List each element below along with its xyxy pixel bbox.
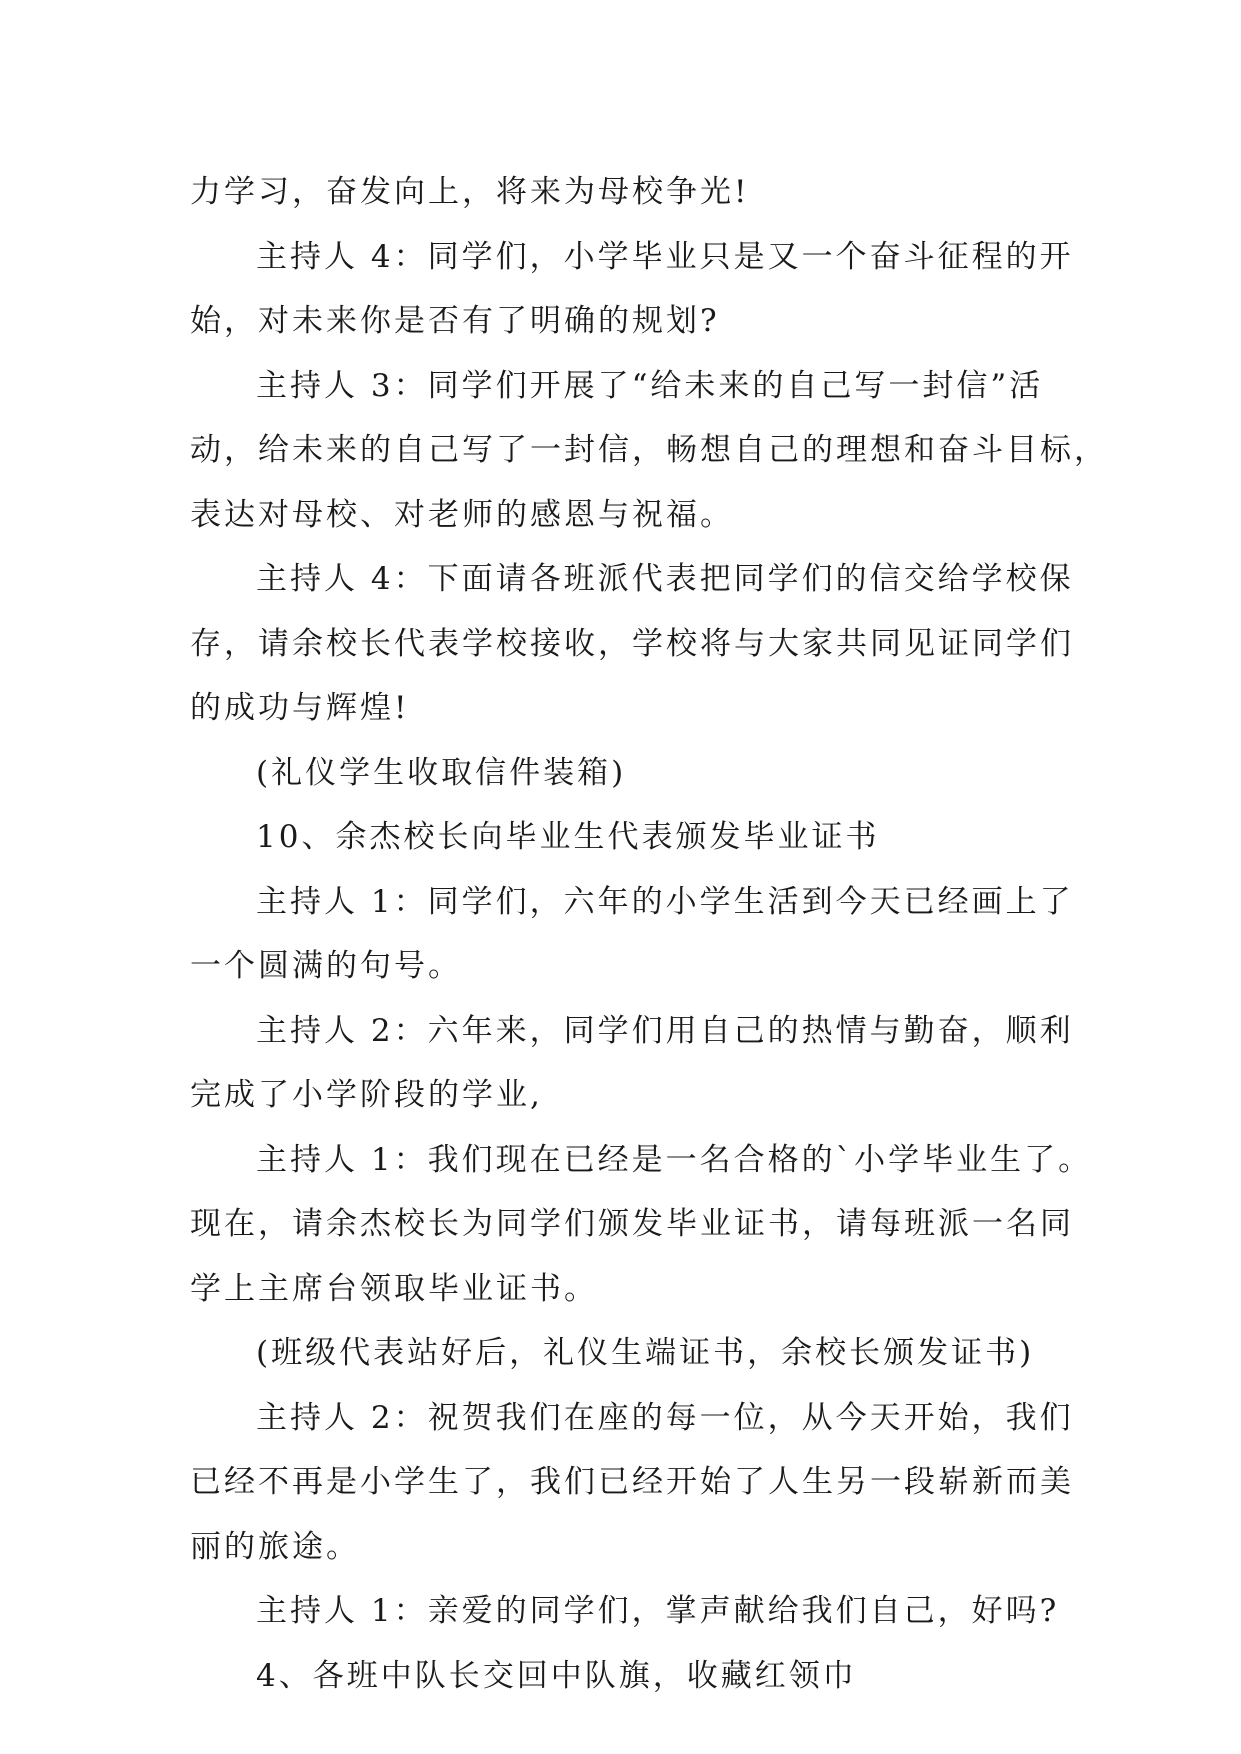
text-line-5: 动，给未来的自己写了一封信，畅想自己的理想和奋斗目标， bbox=[190, 432, 1108, 468]
text-line-6: 表达对母校、对老师的感恩与祝福。 bbox=[190, 496, 734, 533]
text-line-4: 主持人 3：同学们开展了“给未来的自己写一封信”活 bbox=[256, 367, 1044, 404]
text-line-23: 主持人 1：亲爱的同学们，掌声献给我们自己，好吗? bbox=[256, 1593, 1060, 1629]
text-line-7: 主持人 4：下面请各班派代表把同学们的信交给学校保 bbox=[256, 561, 1074, 597]
text-line-10: (礼仪学生收取信件装箱) bbox=[256, 754, 627, 791]
text-line-21: 已经不再是小学生了，我们已经开始了人生另一段崭新而美 bbox=[190, 1464, 1074, 1500]
text-line-19: (班级代表站好后，礼仪生端证书，余校长颁发证书) bbox=[256, 1335, 1035, 1371]
text-line-20: 主持人 2：祝贺我们在座的每一位，从今天开始，我们 bbox=[256, 1399, 1074, 1436]
text-line-22: 丽的旅途。 bbox=[190, 1528, 360, 1565]
text-line-14: 主持人 2：六年来，同学们用自己的热情与勤奋，顺利 bbox=[256, 1012, 1074, 1049]
text-line-8: 存，请余校长代表学校接收，学校将与大家共同见证同学们 bbox=[190, 625, 1074, 662]
text-line-9: 的成功与辉煌! bbox=[190, 690, 410, 726]
text-line-12: 主持人 1：同学们，六年的小学生活到今天已经画上了 bbox=[256, 883, 1074, 920]
document-body bbox=[190, 160, 1108, 1708]
text-line-13: 一个圆满的句号。 bbox=[190, 948, 462, 984]
text-line-16: 主持人 1：我们现在已经是一名合格的`小学毕业生了。 bbox=[256, 1141, 1093, 1178]
text-line-2: 主持人 4：同学们，小学毕业只是又一个奋斗征程的开 bbox=[256, 238, 1074, 275]
text-line-3: 始，对未来你是否有了明确的规划? bbox=[190, 303, 720, 339]
text-line-24: 4、各班中队长交回中队旗，收藏红领巾 bbox=[256, 1657, 857, 1694]
text-line-17: 现在，请余杰校长为同学们颁发毕业证书，请每班派一名同 bbox=[190, 1206, 1074, 1242]
text-line-11: 10、余杰校长向毕业生代表颁发毕业证书 bbox=[256, 819, 880, 855]
text-line-18: 学上主席台领取毕业证书。 bbox=[190, 1270, 598, 1307]
text-line-1: 力学习，奋发向上，将来为母校争光! bbox=[190, 174, 750, 210]
text-line-15: 完成了小学阶段的学业, bbox=[190, 1077, 543, 1113]
